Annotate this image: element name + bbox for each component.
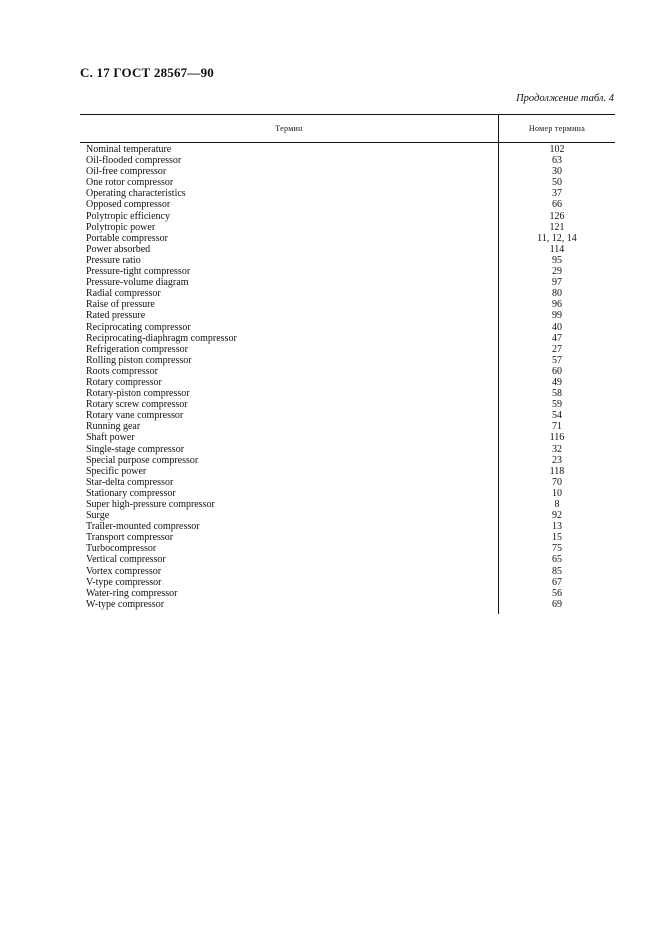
- table-row: [80, 466, 615, 477]
- term-number-cell: 57: [552, 354, 562, 366]
- term-number-cell: 67: [552, 576, 562, 588]
- table-row: [80, 310, 615, 321]
- table-row: [80, 566, 615, 577]
- table-row: [80, 521, 615, 532]
- term-number-cell: 102: [549, 144, 565, 155]
- term-number-cell: 60: [552, 365, 562, 377]
- term-cell: Running gear: [86, 421, 141, 433]
- term-cell: Raise of pressure: [86, 299, 155, 311]
- term-number-cell: 85: [552, 565, 562, 577]
- table-row: [80, 377, 615, 388]
- term-number-cell: 114: [549, 243, 565, 255]
- term-cell: Star-delta compressor: [86, 476, 174, 488]
- term-number-cell: 10: [552, 487, 562, 499]
- term-number-cell: 69: [552, 598, 562, 610]
- table-row: [80, 444, 615, 455]
- table-row: [80, 421, 615, 432]
- term-number-cell: 49: [552, 376, 562, 388]
- table-row: [80, 532, 615, 543]
- term-number-cell: 13: [552, 521, 562, 533]
- table-row: [80, 255, 615, 266]
- table-header-rule: [80, 142, 615, 143]
- term-cell: Oil-flooded compressor: [86, 155, 182, 167]
- term-cell: Rolling piston compressor: [86, 354, 192, 366]
- table-row: [80, 599, 615, 610]
- term-number-cell: 40: [552, 321, 562, 333]
- table-row: [80, 244, 615, 255]
- column-header-number: Номер термина: [528, 124, 586, 133]
- term-number-cell: 30: [552, 166, 562, 178]
- term-cell: V-type compressor: [86, 576, 162, 588]
- term-cell: Radial compressor: [86, 288, 161, 300]
- table-row: [80, 366, 615, 377]
- term-cell: Rated pressure: [86, 310, 146, 322]
- term-number-cell: 32: [552, 443, 562, 455]
- term-number-cell: 8: [554, 499, 560, 510]
- term-number-cell: 118: [549, 465, 565, 477]
- table-row: [80, 477, 615, 488]
- term-number-cell: 70: [552, 476, 562, 488]
- term-number-cell: 65: [552, 554, 562, 566]
- term-cell: Pressure-volume diagram: [86, 277, 189, 289]
- term-number-cell: 37: [552, 188, 562, 200]
- table-row: [80, 432, 615, 443]
- term-cell: Water-ring compressor: [86, 587, 178, 599]
- term-cell: Reciprocating-diaphragm compressor: [86, 332, 237, 344]
- table-row: [80, 388, 615, 399]
- term-cell: Stationary compressor: [86, 487, 176, 499]
- term-cell: W-type compressor: [86, 598, 165, 610]
- table-row: [80, 222, 615, 233]
- term-number-cell: 59: [552, 399, 562, 411]
- term-cell: Oil-free compressor: [86, 166, 167, 178]
- term-number-cell: 126: [549, 210, 565, 222]
- term-cell: Vortex compressor: [86, 565, 162, 577]
- term-number-cell: 50: [552, 177, 562, 189]
- term-number-cell: 97: [552, 277, 562, 289]
- table-row: [80, 455, 615, 466]
- table-body: [80, 144, 615, 610]
- term-cell: Refrigeration compressor: [86, 343, 188, 355]
- table-top-rule: [80, 114, 615, 115]
- table-row: [80, 322, 615, 333]
- term-cell: Trailer-mounted compressor: [86, 521, 200, 533]
- table-row: [80, 177, 615, 188]
- table-row: [80, 488, 615, 499]
- term-number-cell: 80: [552, 288, 562, 300]
- table-row: [80, 499, 615, 510]
- term-cell: One rotor compressor: [86, 177, 174, 189]
- term-number-cell: 29: [552, 266, 562, 278]
- term-cell: Opposed compressor: [86, 199, 171, 211]
- term-cell: Pressure-tight compressor: [86, 266, 191, 278]
- term-number-cell: 99: [552, 310, 562, 322]
- term-cell: Rotary screw compressor: [86, 399, 188, 411]
- term-number-cell: 95: [552, 254, 562, 266]
- term-cell: Single-stage compressor: [86, 443, 185, 455]
- term-cell: Rotary-piston compressor: [86, 388, 190, 400]
- term-number-cell: 96: [552, 299, 562, 311]
- term-cell: Polytropic power: [86, 221, 156, 233]
- term-cell: Roots compressor: [86, 365, 158, 377]
- term-cell: Nominal temperature: [86, 144, 172, 155]
- term-cell: Special purpose compressor: [86, 454, 199, 466]
- term-number-cell: 54: [552, 410, 562, 422]
- term-number-cell: 75: [552, 543, 562, 555]
- term-number-cell: 56: [552, 587, 562, 599]
- table-row: [80, 299, 615, 310]
- term-number-cell: 15: [552, 532, 562, 544]
- term-number-cell: 47: [552, 332, 562, 344]
- table-continuation-caption: Продолжение табл. 4: [516, 93, 614, 104]
- table-row: [80, 166, 615, 177]
- term-cell: Rotary vane compressor: [86, 410, 184, 422]
- table-row: [80, 155, 615, 166]
- table-row: [80, 266, 615, 277]
- table-row: [80, 188, 615, 199]
- term-cell: Turbocompressor: [86, 543, 157, 555]
- table-row: [80, 399, 615, 410]
- term-number-cell: 71: [552, 421, 562, 433]
- term-cell: Shaft power: [86, 432, 135, 444]
- term-cell: Specific power: [86, 465, 147, 477]
- table-row: [80, 577, 615, 588]
- term-cell: Pressure ratio: [86, 254, 141, 266]
- term-number-cell: 58: [552, 388, 562, 400]
- term-number-cell: 23: [552, 454, 562, 466]
- term-cell: Portable compressor: [86, 232, 168, 244]
- table-row: [80, 233, 615, 244]
- table-row: [80, 211, 615, 222]
- term-cell: Polytropic efficiency: [86, 210, 170, 222]
- term-cell: Super high-pressure compressor: [86, 499, 215, 510]
- term-cell: Rotary compressor: [86, 376, 162, 388]
- table-row: [80, 355, 615, 366]
- term-number-cell: 66: [552, 199, 562, 211]
- table-row: [80, 144, 615, 155]
- table-row: [80, 344, 615, 355]
- term-number-cell: 116: [549, 432, 565, 444]
- page-header-title: С. 17 ГОСТ 28567—90: [80, 65, 214, 80]
- term-cell: Power absorbed: [86, 243, 151, 255]
- term-cell: Transport compressor: [86, 532, 174, 544]
- term-number-cell: 27: [552, 343, 562, 355]
- table-row: [80, 410, 615, 421]
- term-cell: Vertical compressor: [86, 554, 166, 566]
- table-row: [80, 333, 615, 344]
- table-row: [80, 543, 615, 554]
- table-row: [80, 510, 615, 521]
- table-row: [80, 554, 615, 565]
- table-row: [80, 277, 615, 288]
- term-cell: Operating characteristics: [86, 188, 186, 200]
- table-row: [80, 288, 615, 299]
- table-row: [80, 199, 615, 210]
- term-cell: Surge: [86, 510, 110, 522]
- column-header-term: Термин: [275, 124, 303, 133]
- term-number-cell: 63: [552, 155, 562, 167]
- term-number-cell: 121: [549, 221, 565, 233]
- term-cell: Reciprocating compressor: [86, 321, 191, 333]
- table-row: [80, 588, 615, 599]
- term-number-cell: 92: [552, 510, 562, 522]
- term-number-cell: 11, 12, 14: [537, 232, 577, 244]
